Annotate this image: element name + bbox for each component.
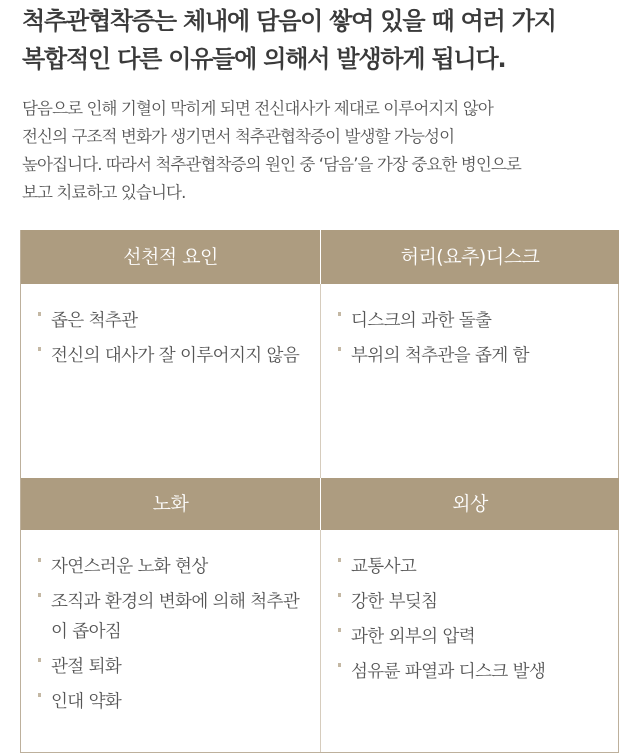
list-item-text: 관절 퇴화 bbox=[51, 657, 122, 677]
header-separator bbox=[320, 478, 321, 530]
list-item bbox=[337, 622, 613, 652]
list-item-text: 강한 부딪침 bbox=[351, 592, 438, 612]
bullet-icon bbox=[38, 312, 41, 316]
bullet-icon bbox=[38, 658, 41, 662]
cause-body-disc bbox=[321, 284, 619, 478]
cause-list-disc bbox=[337, 306, 613, 376]
list-item bbox=[37, 652, 314, 682]
list-item bbox=[37, 306, 314, 336]
list-item-text: 부위의 척추관을 좁게 함 bbox=[351, 346, 529, 366]
list-item-text: 자연스러운 노화 현상 bbox=[51, 557, 208, 577]
cause-card-disc bbox=[321, 230, 619, 478]
cause-card-congenital bbox=[21, 230, 320, 478]
cause-title-injury: 외상 bbox=[321, 478, 619, 530]
bullet-icon bbox=[338, 312, 341, 316]
list-item-text: 과한 외부의 압력 bbox=[351, 627, 476, 647]
cause-body-aging bbox=[21, 530, 320, 753]
cause-title-aging: 노화 bbox=[21, 478, 320, 530]
list-item-text: 좁은 척추관 bbox=[51, 311, 138, 331]
list-item bbox=[37, 341, 314, 371]
intro-line-2: 전신의 구조적 변화가 생기면서 척추관협착증이 발생할 가능성이 bbox=[22, 127, 455, 146]
cause-body-injury bbox=[321, 530, 619, 753]
list-item-text: 전신의 대사가 잘 이루어지지 않음 bbox=[51, 346, 300, 366]
cause-list-congenital bbox=[37, 306, 314, 376]
intro-line-4: 보고 치료하고 있습니다. bbox=[22, 183, 186, 202]
intro-paragraph bbox=[22, 95, 632, 207]
list-item bbox=[37, 552, 314, 582]
bullet-icon bbox=[338, 558, 341, 562]
bullet-icon bbox=[38, 693, 41, 697]
intro-line-1: 담음으로 인해 기혈이 막히게 되면 전신대사가 제대로 이루어지지 않아 bbox=[22, 99, 493, 118]
list-item-text: 교통사고 bbox=[351, 557, 417, 577]
causes-grid bbox=[20, 230, 619, 753]
cause-body-congenital bbox=[21, 284, 320, 478]
bullet-icon bbox=[38, 558, 41, 562]
headline-line-2: 복합적인 다른 이유들에 의해서 발생하게 됩니다. bbox=[22, 45, 506, 73]
bullet-icon bbox=[38, 347, 41, 351]
bullet-icon bbox=[338, 663, 341, 667]
cause-list-injury bbox=[337, 552, 613, 692]
cause-title-disc: 허리(요추)디스크 bbox=[321, 230, 619, 284]
cause-title-congenital: 선천적 요인 bbox=[21, 230, 320, 284]
list-item bbox=[337, 587, 613, 617]
header-separator bbox=[320, 230, 321, 284]
bullet-icon bbox=[338, 628, 341, 632]
list-item bbox=[37, 687, 314, 717]
list-item-text: 인대 약화 bbox=[51, 692, 122, 712]
headline bbox=[22, 2, 632, 78]
bullet-icon bbox=[338, 593, 341, 597]
headline-line-1: 척추관협착증는 체내에 담음이 쌓여 있을 때 여러 가지 bbox=[22, 7, 556, 35]
list-item bbox=[337, 552, 613, 582]
list-item bbox=[337, 657, 613, 687]
cause-card-aging bbox=[21, 478, 320, 753]
list-item bbox=[37, 587, 314, 647]
cause-list-aging bbox=[37, 552, 314, 722]
intro-line-3: 높아집니다. 따라서 척추관협착증의 원인 중 ‘담음’을 가장 중요한 병인으로 bbox=[22, 155, 521, 174]
list-item bbox=[337, 341, 613, 371]
list-item-text: 섬유륜 파열과 디스크 발생 bbox=[351, 662, 546, 682]
bullet-icon bbox=[338, 347, 341, 351]
cause-card-injury bbox=[321, 478, 619, 753]
bullet-icon bbox=[38, 593, 41, 597]
list-item-text: 조직과 환경의 변화에 의해 척추관이 좁아짐 bbox=[51, 592, 300, 642]
list-item-text: 디스크의 과한 돌출 bbox=[351, 311, 492, 331]
list-item bbox=[337, 306, 613, 336]
